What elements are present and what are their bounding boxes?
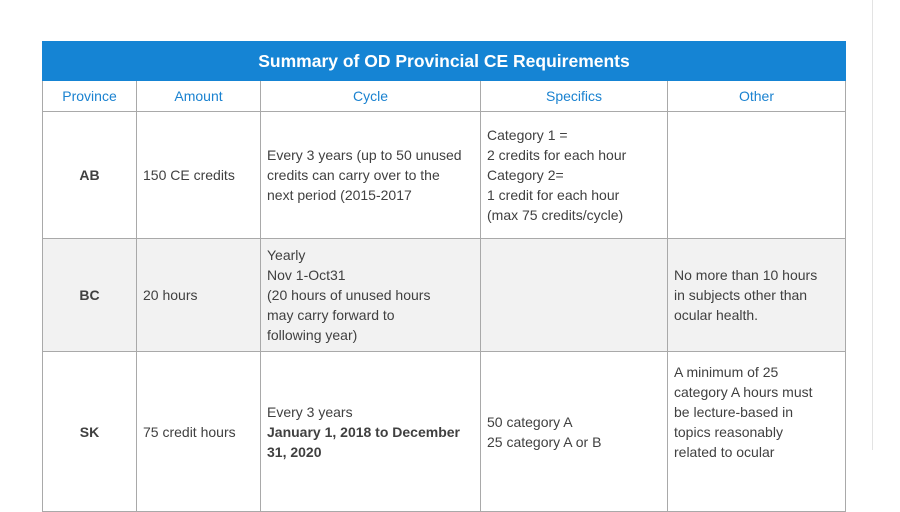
other-line: No more than 10 hours [674,267,818,283]
cycle-cell [261,112,481,239]
cycle-line: may carry forward to [267,307,395,323]
cycle-line: Every 3 years (up to 50 unused [267,147,462,163]
cycle-line: credits can carry over to the [267,167,440,183]
header-province: Province [43,81,137,112]
other-line: be lecture-based in [674,404,794,420]
title-row [43,42,846,81]
specifics-line: 1 credit for each hour [487,187,620,203]
header-other: Other [668,81,846,112]
amount-cell: 75 credit hours [137,352,261,512]
table-row-bc [43,239,846,352]
cycle-line: Every 3 years [267,403,353,420]
header-amount: Amount [137,81,261,112]
cycle-cell [261,239,481,352]
cycle-line: next period (2015-2017 [267,187,412,203]
cycle-line: Nov 1-Oct31 [267,267,346,283]
specifics-cell [481,239,668,352]
other-line: topics reasonably [674,424,783,440]
table-row-ab [43,112,846,239]
province-cell: SK [43,352,137,512]
province-cell: BC [43,239,137,352]
cycle-cell [261,352,481,512]
other-line: category A hours must [674,384,813,400]
specifics-line: (max 75 credits/cycle) [487,207,624,223]
specifics-line: Category 1 = [487,127,568,143]
other-line: in subjects other than [674,287,808,303]
cycle-line: 31, 2020 [267,443,322,460]
header-specifics: Specifics [481,81,668,112]
other-cell [668,112,846,239]
specifics-line: 25 category A or B [487,433,602,450]
specifics-line: 50 category A [487,413,573,430]
cycle-line: (20 hours of unused hours [267,287,431,303]
province-cell: AB [43,112,137,239]
ce-requirements-table [42,41,846,512]
other-line: related to ocular [674,444,775,460]
amount-cell: 150 CE credits [137,112,261,239]
header-row [43,81,846,112]
scroll-edge-divider [872,0,873,450]
table-title: Summary of OD Provincial CE Requirements [43,42,846,81]
specifics-line: Category 2= [487,167,564,183]
other-line: A minimum of 25 [674,364,779,380]
cycle-line: Yearly [267,247,306,263]
other-cell [668,352,846,512]
cycle-line: January 1, 2018 to December [267,423,460,440]
other-cell [668,239,846,352]
specifics-cell [481,352,668,512]
header-cycle: Cycle [261,81,481,112]
table-row-sk [43,352,846,512]
specifics-line: 2 credits for each hour [487,147,627,163]
amount-cell: 20 hours [137,239,261,352]
specifics-cell [481,112,668,239]
other-line: ocular health. [674,307,759,323]
cycle-line: following year) [267,327,358,343]
